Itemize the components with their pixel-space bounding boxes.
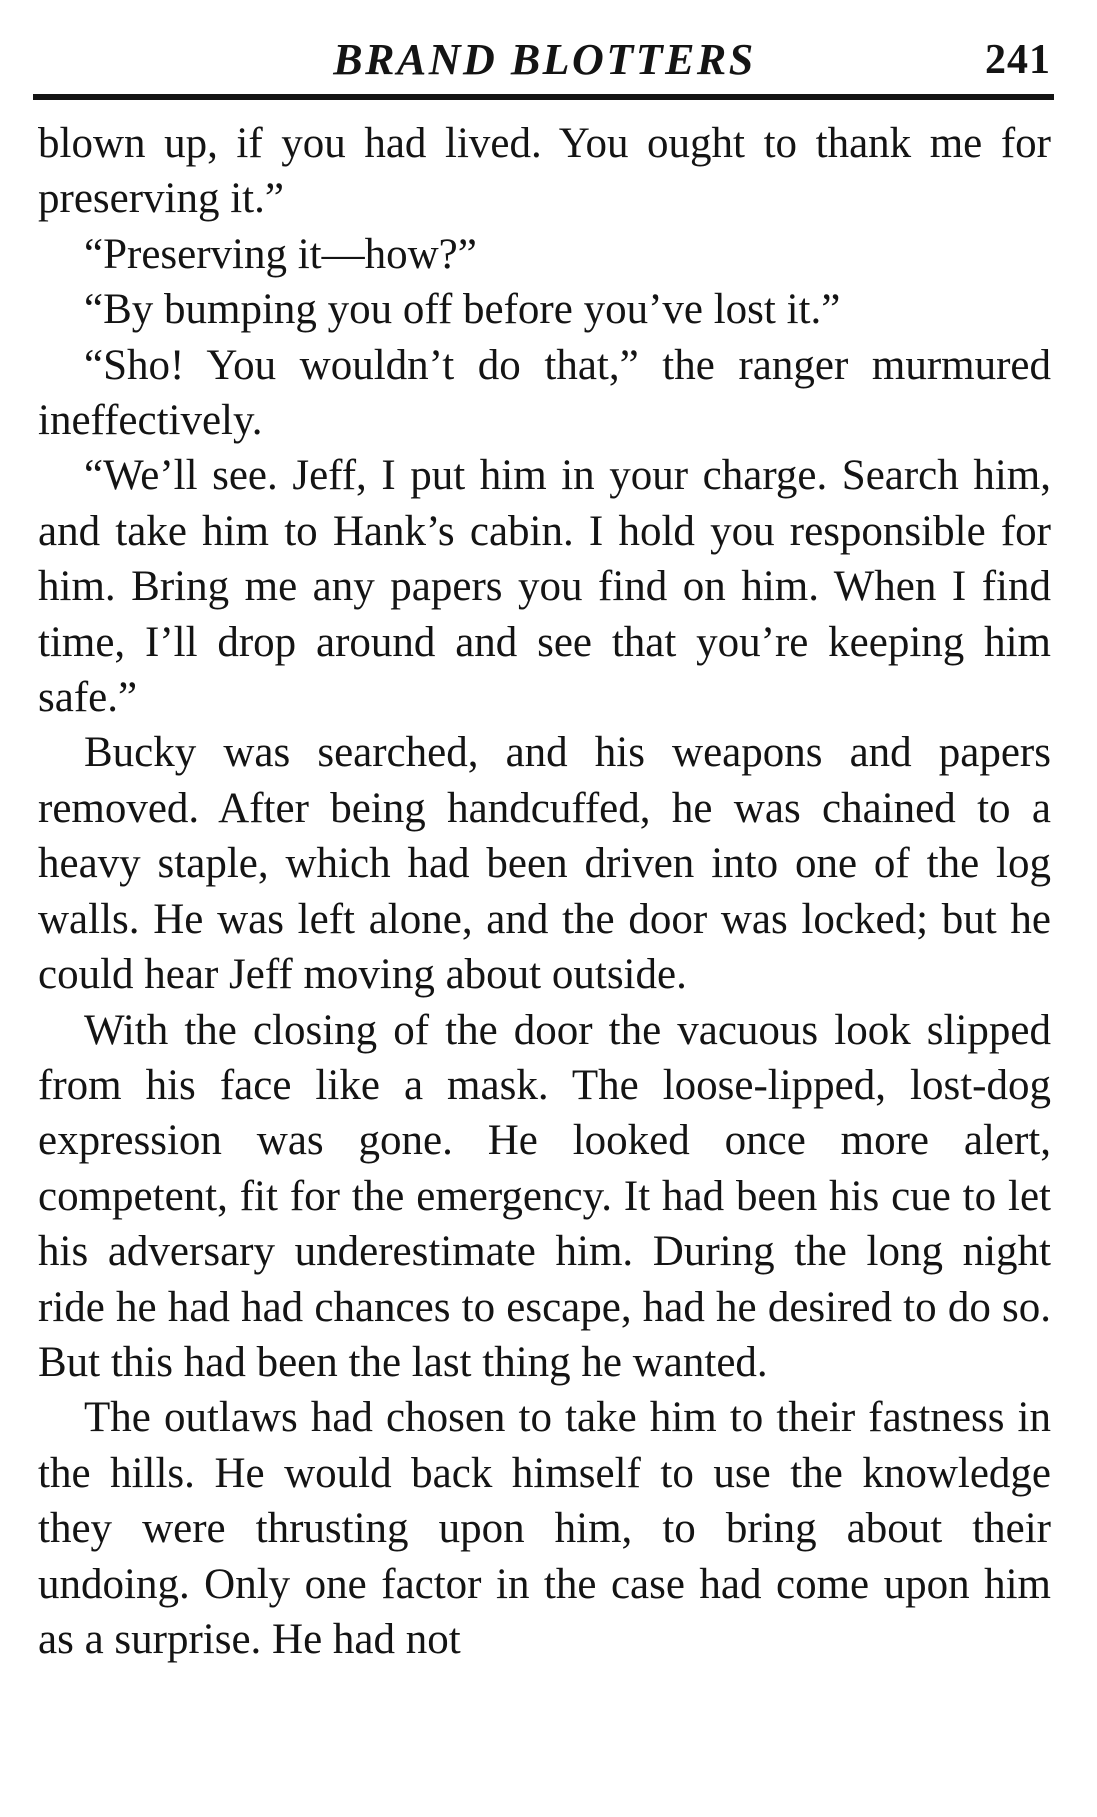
body-text [38,116,1051,1667]
paragraph-dialogue: “Sho! You wouldn’t do that,” the ranger murmured ineffectively. [38,341,1051,445]
running-head [38,30,1051,92]
paragraph: Bucky was searched, and his weapons and papers removed. After being handcuffed, he was chained to a heavy staple, which had been driven into one of the log walls. He was left alone, and the door was locked; but he could hear Jeff moving about outside. [38,729,1051,999]
paragraph: The outlaws had chosen to take him to their fastness in the hills. He would back himself to use the knowledge they were thrusting upon him, to bring about their undoing. Only one factor in the case had come upon him as a surprise. He had not [38,1394,1051,1663]
paragraph-continued: blown up, if you had lived. You ought to thank me for preserving it.” [38,120,1051,223]
paragraph-dialogue: “We’ll see. Jeff, I put him in your charge. Search him, and take him to Hank’s cabin. I hold you responsible for him. Bring me any papers you find on him. When I find time, I’ll drop around and see that you’re keeping him safe.” [38,452,1051,722]
page-number: 241 [985,37,1051,83]
paragraph: With the closing of the door the vacuous look slipped from his face like a mask. The loose-lipped, lost-dog expression was gone. He looked once more alert, competent, fit for the emergency. It had been his cue to let his adversary underestimate him. During the long night ride he had had chances to escape, had he desired to do so. But this had been the last thing he wanted. [38,1006,1051,1386]
header-rule [33,94,1054,100]
paragraph-dialogue: “Preserving it—how?” [84,230,477,278]
running-title: BRAND BLOTTERS [333,35,756,84]
paragraph-dialogue: “By bumping you off before you’ve lost it.” [84,286,841,334]
